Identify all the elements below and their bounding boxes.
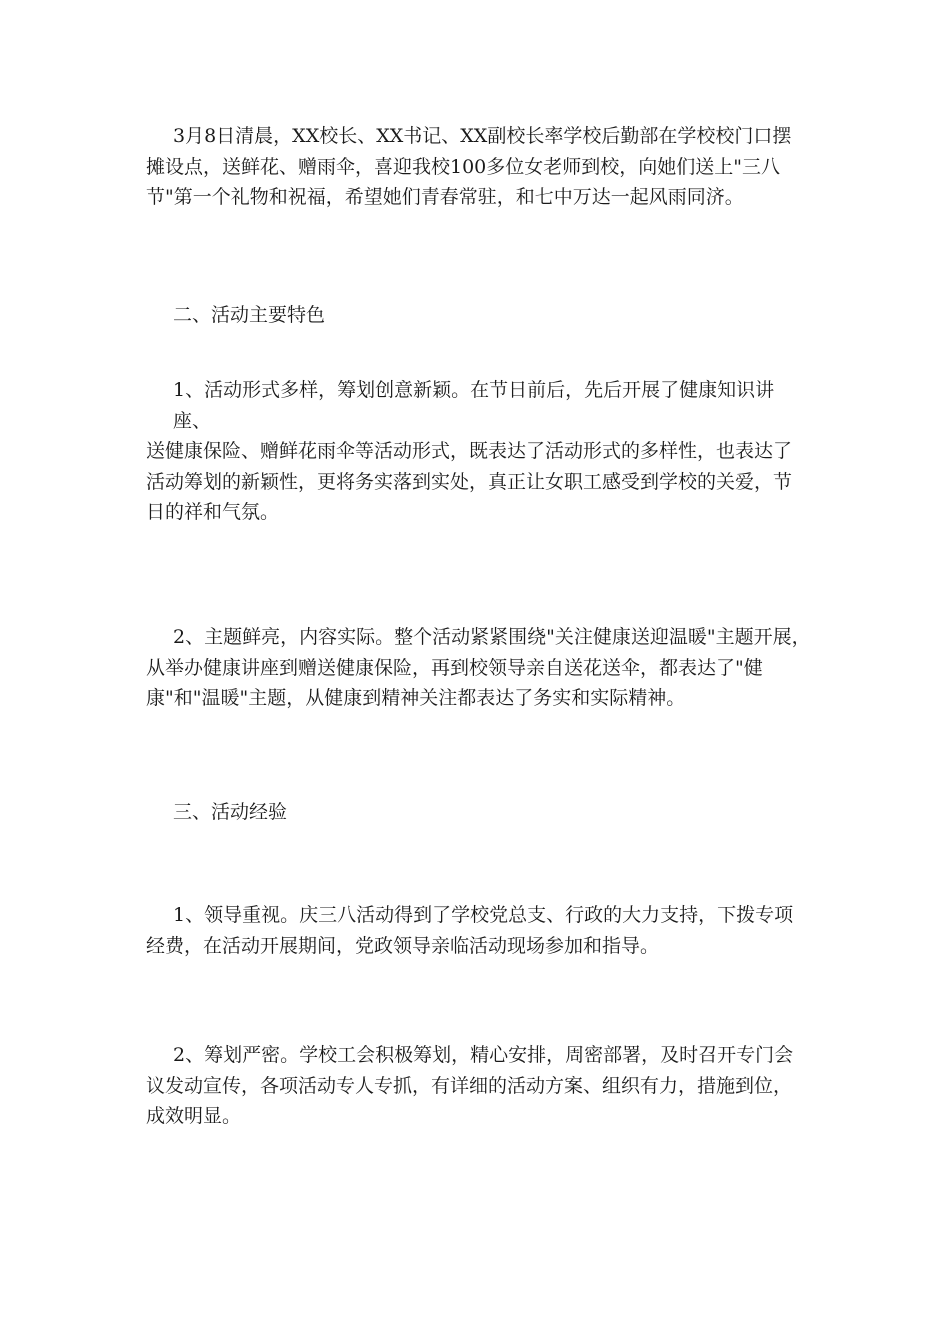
text-line: 康"和"温暖"主题，从健康到精神关注都表达了务实和实际精神。 — [146, 687, 686, 709]
paragraph-feature-2 — [146, 622, 812, 714]
section-heading-features: 二、活动主要特色 — [173, 304, 326, 326]
text-line: 1、领导重视。庆三八活动得到了学校党总支、行政的大力支持，下拨专项 — [173, 904, 794, 926]
text-line: 送健康保险、赠鲜花雨伞等活动形式，既表达了活动形式的多样性，也表达了 — [146, 440, 793, 462]
text-line: 日的祥和气氛。 — [146, 501, 280, 523]
text-line: 1、活动形式多样，筹划创意新颖。在节日前后，先后开展了健康知识讲座、 — [173, 379, 775, 432]
paragraph-experience-1 — [146, 900, 812, 961]
text-line: 节"第一个礼物和祝福，希望她们青春常驻，和七中万达一起风雨同济。 — [146, 186, 744, 208]
section-heading-experience: 三、活动经验 — [173, 801, 288, 823]
text-line: 2、筹划严密。学校工会积极筹划，精心安排，周密部署，及时召开专门会 — [173, 1044, 794, 1066]
text-line: 经费，在活动开展期间，党政领导亲临活动现场参加和指导。 — [146, 934, 660, 957]
text-line: 摊设点，送鲜花、赠雨伞，喜迎我校100多位女老师到校，向她们送上"三八 — [146, 155, 781, 178]
text-line: 2、主题鲜亮，内容实际。整个活动紧紧围绕"关注健康送迎温暖"主题开展， — [173, 626, 811, 648]
text-line: 成效明显。 — [146, 1105, 242, 1127]
text-line: 议发动宣传，各项活动专人专抓，有详细的活动方案、组织有力，措施到位， — [146, 1074, 793, 1097]
paragraph-experience-2 — [146, 1040, 812, 1132]
text-line: 活动筹划的新颖性，更将务实落到实处，真正让女职工感受到学校的关爱，节 — [146, 470, 793, 493]
text-line: 3月8日清晨，XX校长、XX书记、XX副校长率学校后勤部在学校校门口摆 — [173, 125, 792, 147]
paragraph-intro — [146, 121, 812, 213]
text-line: 从举办健康讲座到赠送健康保险，再到校领导亲自送花送伞，都表达了"健 — [146, 656, 763, 679]
paragraph-feature-1 — [146, 375, 812, 528]
